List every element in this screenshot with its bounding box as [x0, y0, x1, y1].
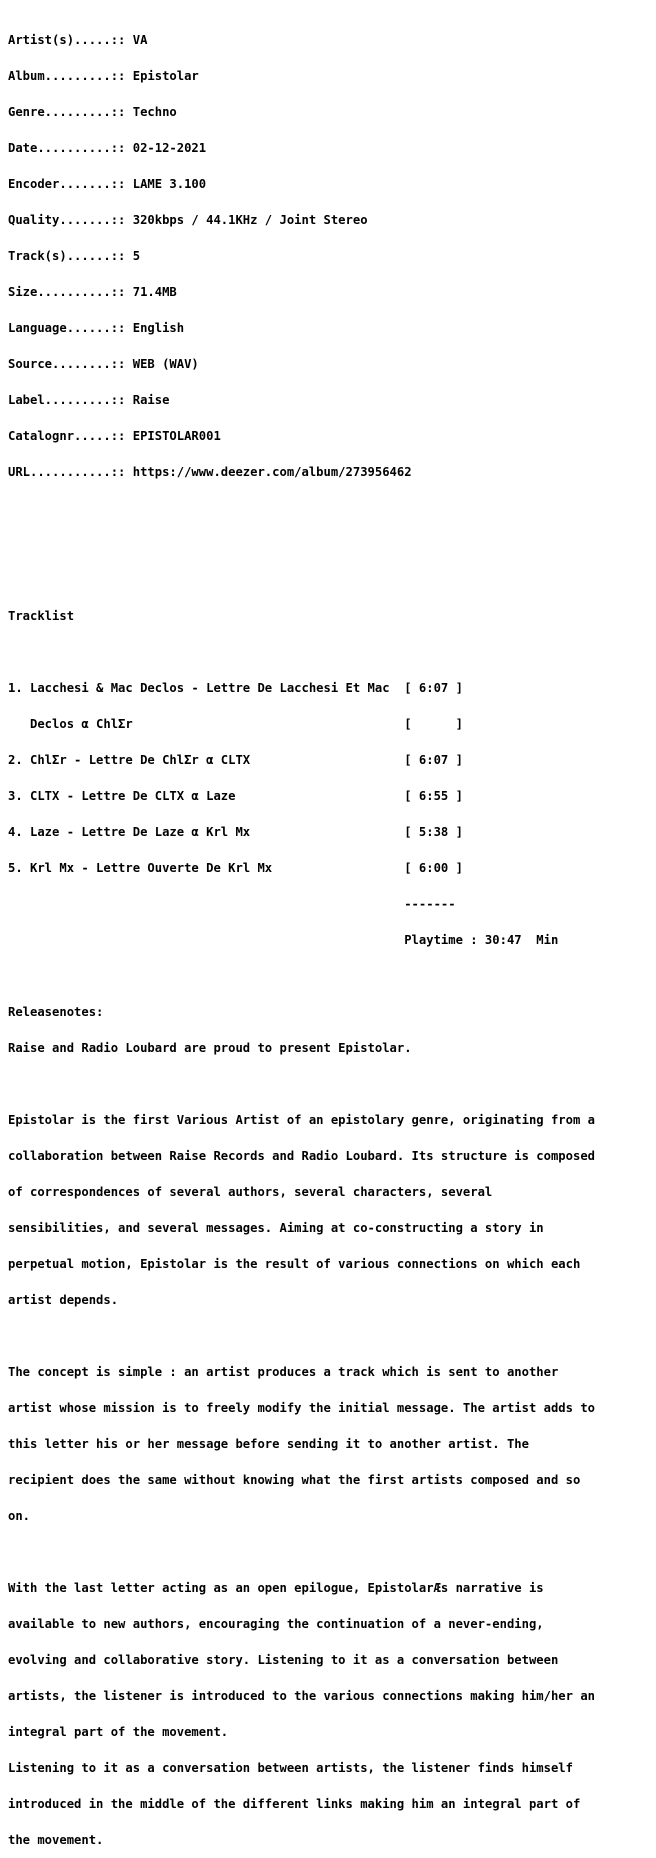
paragraph-line: recipient does the same without knowing what the first artists composed and so: [8, 1473, 581, 1487]
paragraph-line: the movement.: [8, 1833, 104, 1847]
playtime-divider: -------: [8, 897, 456, 911]
paragraph-line: sensibilities, and several messages. Aiming at co-constructing a story in: [8, 1221, 544, 1235]
spacer: [8, 646, 652, 658]
track-line: 1. Lacchesi & Mac Declos - Lettre De Lacchesi Et Mac [ 6:07 ]: [8, 681, 463, 695]
paragraph-line: artist whose mission is to freely modify the initial message. The artist adds to: [8, 1401, 595, 1415]
playtime-total: Playtime : 30:47 Min: [8, 933, 559, 947]
paragraph-line: introduced in the middle of the different links making him an integral part of: [8, 1797, 581, 1811]
paragraph-line: evolving and collaborative story. Listening to it as a conversation between: [8, 1653, 559, 1667]
spacer: [8, 1078, 652, 1090]
nfo-text-document: [8, 10, 652, 1858]
header-encoder: Encoder.......:: LAME 3.100: [8, 177, 207, 191]
track-line: 3. CLTX - Lettre De CLTX α Laze [ 6:55 ]: [8, 789, 463, 803]
spacer: [8, 1330, 652, 1342]
spacer: [8, 502, 652, 514]
header-artist: Artist(s).....:: VA: [8, 33, 148, 47]
header-source: Source........:: WEB (WAV): [8, 357, 199, 371]
paragraph-line: With the last letter acting as an open epilogue, EpistolarÆs narrative is: [8, 1581, 544, 1595]
track-line: 4. Laze - Lettre De Laze α Krl Mx [ 5:38 ]: [8, 825, 463, 839]
header-album: Album.........:: Epistolar: [8, 69, 199, 83]
header-catalognr: Catalognr.....:: EPISTOLAR001: [8, 429, 221, 443]
paragraph-line: this letter his or her message before sending it to another artist. The: [8, 1437, 529, 1451]
paragraph-line: integral part of the movement.: [8, 1725, 229, 1739]
header-genre: Genre.........:: Techno: [8, 105, 177, 119]
track-line: 5. Krl Mx - Lettre Ouverte De Krl Mx [ 6:00 ]: [8, 861, 463, 875]
spacer: [8, 1546, 652, 1558]
paragraph-line: artists, the listener is introduced to the various connections making him/her an: [8, 1689, 595, 1703]
paragraph-line: artist depends.: [8, 1293, 119, 1307]
releasenotes-title: Releasenotes:: [8, 1005, 104, 1019]
paragraph-line: collaboration between Raise Records and Radio Loubard. Its structure is composed: [8, 1149, 595, 1163]
paragraph-line: Listening to it as a conversation between artists, the listener finds himself: [8, 1761, 573, 1775]
header-language: Language......:: English: [8, 321, 185, 335]
header-size: Size..........:: 71.4MB: [8, 285, 177, 299]
paragraph-line: on.: [8, 1509, 31, 1523]
paragraph-line: Epistolar is the first Various Artist of an epistolary genre, originating from a: [8, 1113, 595, 1127]
paragraph-line: of correspondences of several authors, several characters, several: [8, 1185, 493, 1199]
releasenotes-intro: Raise and Radio Loubard are proud to present Epistolar.: [8, 1041, 412, 1055]
paragraph-line: perpetual motion, Epistolar is the result of various connections on which each: [8, 1257, 581, 1271]
header-label: Label.........:: Raise: [8, 393, 170, 407]
spacer: [8, 970, 652, 982]
spacer: [8, 574, 652, 586]
paragraph-line: available to new authors, encouraging the continuation of a never-ending,: [8, 1617, 544, 1631]
header-tracks: Track(s)......:: 5: [8, 249, 141, 263]
track-line: 2. ChlΣr - Lettre De ChlΣr α CLTX [ 6:07 ]: [8, 753, 463, 767]
header-quality: Quality.......:: 320kbps / 44.1KHz / Joint Stereo: [8, 213, 368, 227]
track-line: Declos α ChlΣr [ ]: [8, 717, 463, 731]
header-date: Date..........:: 02-12-2021: [8, 141, 207, 155]
spacer: [8, 538, 652, 550]
paragraph-line: The concept is simple : an artist produces a track which is sent to another: [8, 1365, 559, 1379]
tracklist-title: Tracklist: [8, 609, 75, 623]
header-url: URL...........:: https://www.deezer.com/album/273956462: [8, 465, 412, 479]
